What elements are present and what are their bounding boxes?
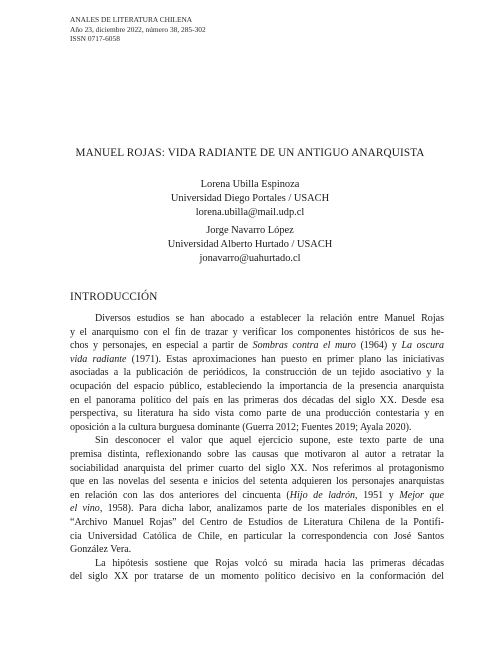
text-line [70, 502, 444, 516]
text-line: ocupación del espacio público, estableciendo la importancia de la presencia anarquista [70, 380, 444, 392]
text-line: González Vera. [70, 544, 132, 556]
text-line: cia Universidad Católica de Chile, en particular la correspondencia con José Santos [70, 530, 444, 542]
text-line: asociadas a la publicación de periódicos, la construcción de un tejido asociativo y la [70, 367, 444, 379]
journal-masthead [70, 15, 206, 44]
author-block-2 [70, 224, 430, 267]
text-line [70, 489, 444, 503]
text-line [70, 353, 444, 367]
text-line: que en las novelas del sesenta e inicios del setenta adquieren los personajes anarquistas [70, 476, 444, 488]
body-text [70, 312, 444, 584]
text-line: y el anarquismo con el fin de trazar y verificar los componentes históricos de sus he- [70, 326, 444, 338]
text-run: (1971). Estas aproximaciones han puesto en primer plano las iniciativas [126, 353, 444, 365]
text-line: perspectiva, su literatura ha sido vista como parte de una producción contestaria y en [70, 408, 444, 420]
book-title: Hijo de ladrón [289, 489, 356, 501]
author-block-1 [70, 178, 430, 221]
text-line: del siglo XX por tratarse de un momento político decisivo en la conformación del [70, 571, 444, 583]
author-affiliation: Universidad Alberto Hurtado / USACH [167, 239, 333, 251]
text-line: “Archivo Manuel Rojas” del Centro de Estudios de Literatura Chilena de la Pontifi- [70, 516, 444, 528]
text-line: oposición a la cultura burguesa dominante (Guerra 2012; Fuentes 2019; Ayala 2020). [70, 421, 412, 433]
text-run: , 1958). Para dicha labor, analizamos parte de los materiales disponibles en el [99, 503, 444, 515]
text-line: Diversos estudios se han abocado a establecer la relación entre Manuel Rojas [95, 313, 444, 324]
article-title: MANUEL ROJAS: VIDA RADIANTE DE UN ANTIGUO ANARQUISTA [75, 147, 425, 159]
text-run: , 1951 y [355, 489, 400, 501]
author-name: Lorena Ubilla Espinoza [200, 179, 300, 190]
author-name: Jorge Navarro López [206, 225, 294, 236]
text-line: en el panorama político del país en las primeras dos décadas del siglo XX. Desde esa [70, 394, 444, 406]
text-line: La hipótesis sostiene que Rojas volcó su mirada hacia las primeras décadas [95, 557, 444, 569]
author-email: jonavarro@uahurtado.cl [199, 253, 301, 265]
journal-name: ANALES DE LITERATURA CHILENA [70, 15, 193, 24]
text-line: sociabilidad anarquista del primer cuarto del siglo XX. Nos referimos al protagonismo [70, 462, 444, 474]
text-line: Sin desconocer el valor que aquel ejercicio supone, este texto parte de una [95, 435, 444, 447]
book-title: vida radiante [70, 353, 127, 365]
text-run: chos y personajes, en especial a partir de [70, 340, 253, 352]
text-line [70, 339, 444, 353]
text-line: premisa distinta, reflexionando sobre las causas que motivaron al autor a retratar la [70, 448, 444, 460]
issn: ISSN 0717-6058 [70, 34, 120, 44]
text-run: en relación con las dos anteriores del cincuenta ( [70, 489, 290, 501]
text-run: (1964) y [355, 340, 402, 352]
book-title: Mejor que [399, 489, 444, 501]
issue-info: Año 23, diciembre 2022, número 38, 285-302 [70, 24, 206, 34]
book-title: La oscura [401, 340, 444, 352]
book-title: el vino [70, 503, 100, 515]
section-heading: INTRODUCCIÓN [70, 291, 158, 303]
author-email: lorena.ubilla@mail.udp.cl [195, 207, 305, 219]
book-title: Sombras contra el muro [252, 340, 356, 352]
author-affiliation: Universidad Diego Portales / USACH [170, 193, 330, 205]
